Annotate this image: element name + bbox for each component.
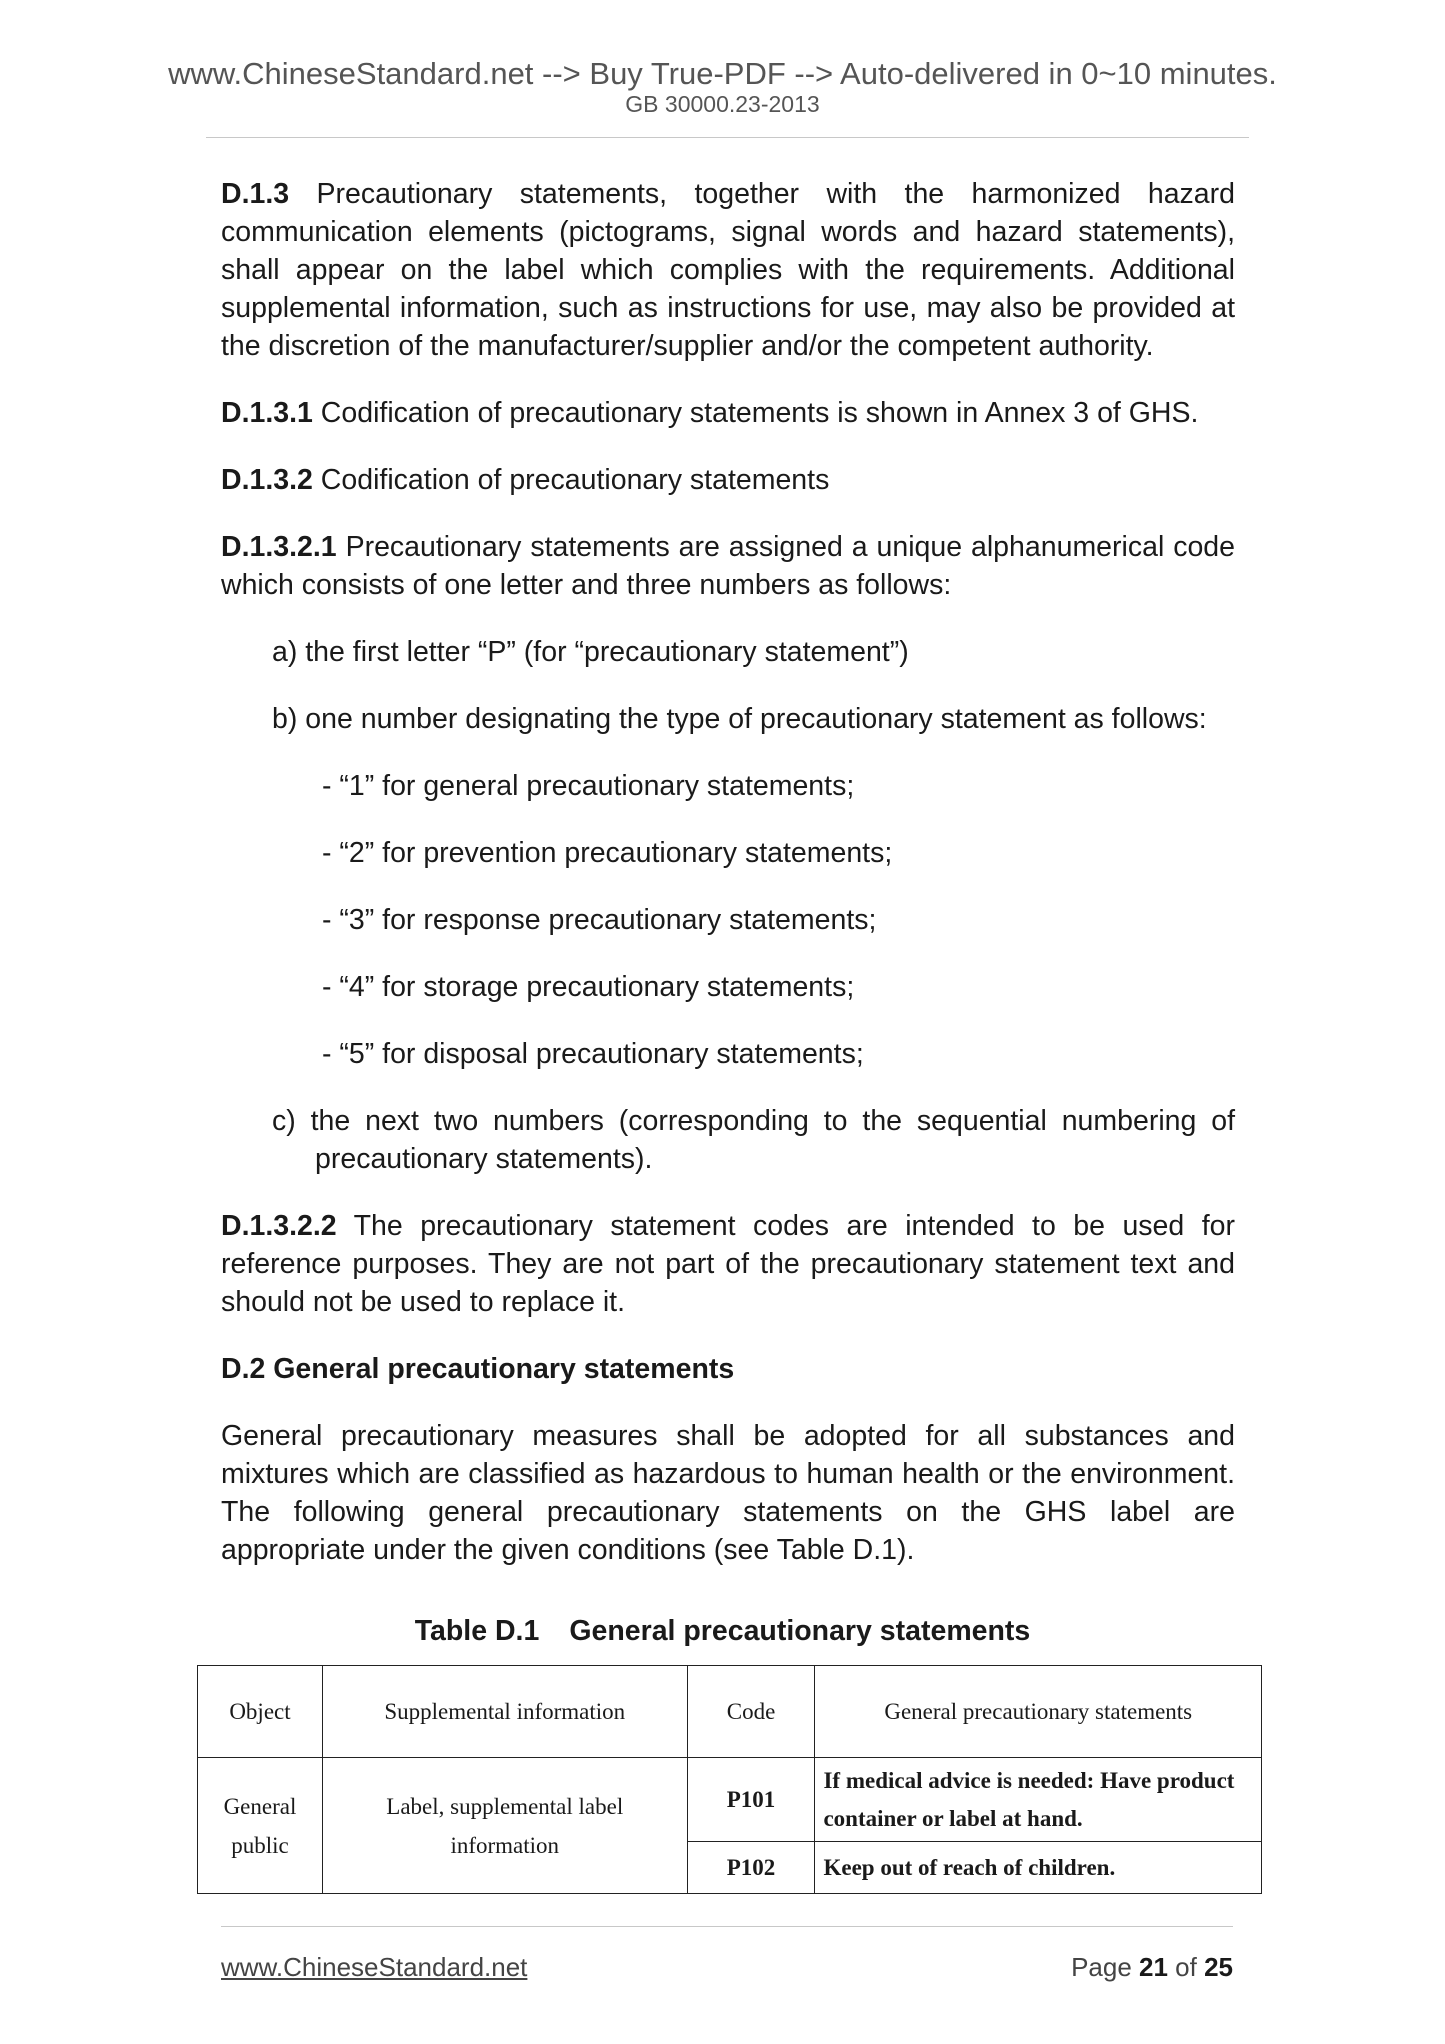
dash-item-2: - “2” for prevention precautionary statements;	[322, 837, 893, 869]
page-of: of	[1167, 1952, 1205, 1982]
clause-text: Codification of precautionary statements	[312, 464, 830, 496]
page-prefix: Page	[1071, 1952, 1140, 1982]
code-cell: P102	[687, 1842, 815, 1894]
table-title: General precautionary statements	[569, 1615, 1031, 1647]
dash-item-4: - “4” for storage precautionary statements;	[322, 971, 855, 1003]
dash-item-5: - “5” for disposal precautionary statements;	[322, 1038, 864, 1070]
header-banner: www.ChineseStandard.net --> Buy True-PDF --> Auto-delivered in 0~10 minutes.	[168, 56, 1277, 91]
object-cell: General public	[198, 1758, 323, 1894]
header-supplemental: Supplemental information	[322, 1666, 687, 1758]
clause-number: D.1.3.2	[221, 464, 313, 496]
header-code: Code	[687, 1666, 815, 1758]
clause-d13	[221, 175, 1235, 365]
page-current: 21	[1139, 1952, 1168, 1982]
supplemental-cell: Label, supplemental label information	[322, 1758, 687, 1894]
section-heading-d2: D.2 General precautionary statements	[221, 1353, 735, 1385]
dash-item-3: - “3” for response precautionary statements;	[322, 904, 877, 936]
list-item-b: b) one number designating the type of precautionary statement as follows:	[272, 703, 1207, 735]
document-body	[221, 175, 1235, 1598]
table-row	[198, 1758, 1262, 1842]
clause-d131	[221, 394, 1235, 432]
table-number: Table D.1	[414, 1615, 540, 1647]
header-statement: General precautionary statements	[815, 1666, 1262, 1758]
page-total: 25	[1204, 1952, 1233, 1982]
paragraph-d2: General precautionary measures shall be adopted for all substances and mixtures which are classified as hazardous to human health or the environment. The following general precautionary statements on the GHS label are appropriate under the given conditions (see Table D.1).	[221, 1420, 1235, 1566]
statement-cell: Keep out of reach of children.	[815, 1842, 1262, 1894]
clause-number: D.1.3.1	[221, 397, 313, 429]
clause-number: D.1.3.2.2	[221, 1210, 337, 1242]
statement-cell: If medical advice is needed: Have product container or label at hand.	[815, 1758, 1262, 1842]
clause-number: D.1.3	[221, 178, 290, 210]
footer-divider	[221, 1926, 1233, 1927]
clause-text: Codification of precautionary statements is shown in Annex 3 of GHS.	[312, 397, 1199, 429]
table-caption	[0, 1612, 1445, 1650]
header-divider	[206, 137, 1249, 138]
page-indicator	[1071, 1952, 1233, 1983]
clause-text: Precautionary statements are assigned a unique alphanumerical code which consists of one letter and three numbers as follows:	[221, 531, 1235, 601]
clause-text: The precautionary statement codes are intended to be used for reference purposes. They are not part of the precautionary statement text and should not be used to replace it.	[221, 1210, 1235, 1318]
footer-site-link[interactable]: www.ChineseStandard.net	[221, 1952, 528, 1982]
clause-d1322	[221, 1207, 1235, 1321]
header-object: Object	[198, 1666, 323, 1758]
list-item-a: a) the first letter “P” (for “precautionary statement”)	[272, 636, 909, 668]
table-header-row	[198, 1666, 1262, 1758]
document-id: GB 30000.23-2013	[625, 91, 820, 117]
clause-text: Precautionary statements, together with the harmonized hazard communication elements (pictograms, signal words and hazard statements), shall appear on the label which complies with the requirements. Additional supplemental information, such as instructions for use, may also be provided at the discretion of the manufacturer/supplier and/or the competent authority.	[221, 178, 1235, 362]
code-cell: P101	[687, 1758, 815, 1842]
clause-d1321	[221, 528, 1235, 604]
dash-item-1: - “1” for general precautionary statements;	[322, 770, 855, 802]
clause-number: D.1.3.2.1	[221, 531, 337, 563]
clause-d132	[221, 461, 1235, 499]
list-item-c: c) the next two numbers (corresponding to the sequential numbering of precautionary statements).	[272, 1105, 1235, 1175]
precautionary-table	[197, 1665, 1262, 1894]
